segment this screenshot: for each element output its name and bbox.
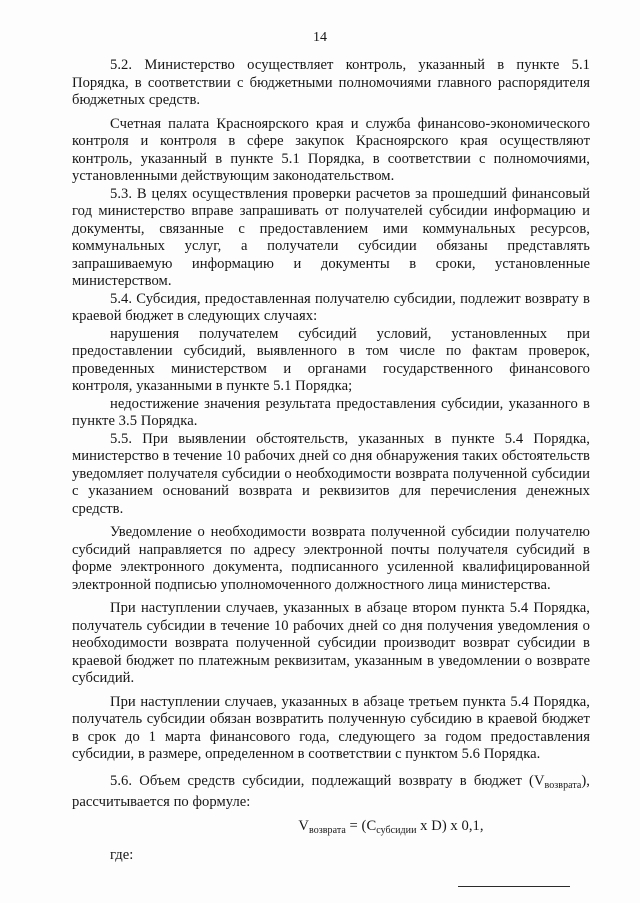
paragraph: 5.3. В целях осуществления проверки расчетов за прошедший финансовый год министерство вправе запрашивать от получателей субсидии информацию и документы, связанные с предоставлением ими коммунальных ресурсов, коммунальных услуг, а получатели субсидии обязаны представлять запрашиваемую информацию и документы в сроки, установленные министерством. [72,185,590,289]
paragraph: нарушения получателем субсидий условий, установленных при предоставлении субсидий, выявленного в том числе по фактам проверок, проведенных министерством и органами государственного финансового контроля, указанными в пункте 5.1 Порядка; [72,325,590,394]
document-body [72,57,590,865]
paragraph: При наступлении случаев, указанных в абзаце третьем пункта 5.4 Порядка, получатель субсидии обязан возвратить полученную субсидию в краевой бюджет в срок до 1 марта финансового года, следующего за годом предоставления субсидии, в размере, определенном в соответствии с пунктом 5.6 Порядка. [72,693,590,762]
footer-divider [458,886,570,887]
formula [72,818,590,840]
formula-v-subscript: возврата [309,824,346,836]
page-number: 14 [313,30,327,45]
paragraph: 5.5. При выявлении обстоятельств, указанных в пункте 5.4 Порядка, министерство в течение 10 рабочих дней со дня обнаружения таких обстоятельств уведомляет получателя субсидии о необходимости возврата полученной субсидии с указанием оснований возврата и реквизитов для перечисления денежных средств. [72,430,590,517]
formula-c-subscript: субсидии [376,824,417,836]
paragraph: 5.2. Министерство осуществляет контроль, указанный в пункте 5.1 Порядка, в соответствии с бюджетными полномочиями главного распорядителя бюджетных средств. [72,57,590,108]
paragraph: При наступлении случаев, указанных в абзаце втором пункта 5.4 Порядка, получатель субсидии в течение 10 рабочих дней со дня получения уведомления о необходимости возврата полученной субсидии производит возврат субсидии в краевой бюджет по платежным реквизитам, указанным в уведомлении о возврате субсидий. [72,600,590,686]
paragraph: Счетная палата Красноярского края и служба финансово-экономического контроля и контроля в сфере закупок Красноярского края осуществляют контроль, указанный в пункте 5.1 Порядка, в соответствии с полномочиями, установленными действующим законодательством. [72,115,590,184]
clause-5-6-subscript: возврата [544,779,582,791]
where-label: где: [110,847,134,863]
clause-5-6-text: 5.6. Объем средств субсидии, подлежащий возврату в бюджет (V [110,772,545,789]
paragraph-list [72,57,590,764]
clause-5-6-tail: ), рассчитывается по формуле: [72,772,590,810]
paragraph: 5.4. Субсидия, предоставленная получателю субсидии, подлежит возврату в краевой бюджет в следующих случаях: [72,290,590,324]
paragraph: недостижение значения результата предоставления субсидии, указанного в пункте 3.5 Порядка. [72,395,590,429]
formula-v: V [298,817,310,834]
formula-mid: = (C [345,817,377,834]
paragraph: Уведомление о необходимости возврата полученной субсидии получателю субсидий направляется по адресу электронной почты получателя субсидий в форме электронного документа, подписанного усиленной квалифицированной электронной подписью уполномоченного должностного лица министерства. [72,524,590,593]
clause-5-6 [72,773,590,812]
formula-tail: x D) x 0,1, [416,817,484,834]
